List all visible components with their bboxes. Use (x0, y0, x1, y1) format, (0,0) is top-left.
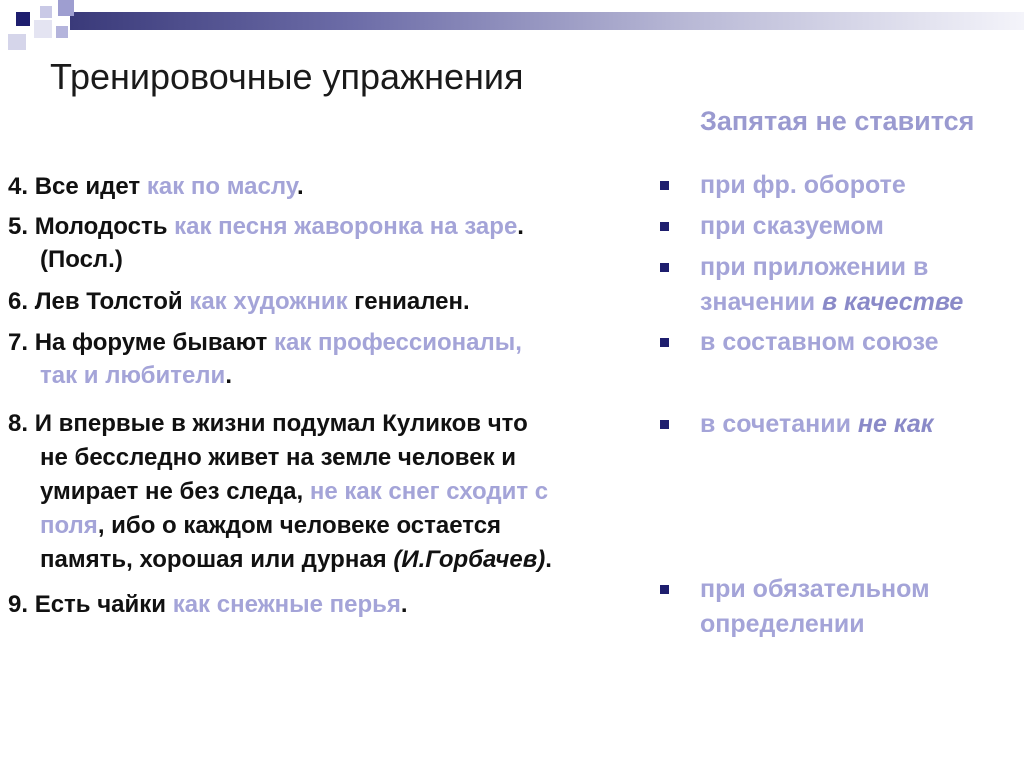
bullet-icon (660, 585, 669, 594)
exercise-item: 7. На форуме бывают как профессионалы, так и любители. (8, 329, 522, 389)
bullet-icon (660, 263, 669, 272)
bullet-icon (660, 222, 669, 231)
rule-item: при фр. обороте (660, 168, 906, 203)
exercise-item: 6. Лев Толстой как художник гениален. (8, 288, 470, 315)
rule-item: при приложении в значении в качестве (660, 250, 963, 320)
exercise-item: 5. Молодость как песня жаворонка на заре. (Посл.) (8, 213, 524, 273)
decor-square (34, 20, 52, 38)
rule-item: в составном союзе (660, 325, 939, 360)
header-gradient-bar (70, 12, 1024, 30)
bullet-icon (660, 181, 669, 190)
decor-square (8, 34, 26, 50)
column-heading: Запятая не ставится (700, 106, 975, 136)
decor-square (40, 6, 52, 18)
decor-square (56, 26, 68, 38)
page-title: Тренировочные упражнения (50, 56, 524, 97)
rule-item: при сказуемом (660, 209, 884, 244)
exercise-item: 9. Есть чайки как снежные перья. (8, 591, 408, 618)
rule-item: при обязательном определении (660, 572, 930, 642)
exercise-item: 4. Все идет как по маслу. (8, 173, 304, 200)
bullet-icon (660, 338, 669, 347)
decor-square (16, 12, 30, 26)
bullet-icon (660, 420, 669, 429)
exercise-item: 8. И впервые в жизни подумал Куликов что не бесследно живет на земле человек и умирает не без следа, не как снег сходит с поля, ибо о каждом человеке остается память, хорошая или дурная (И.Горбачев). (8, 410, 552, 573)
rule-item: в сочетании не как (660, 407, 933, 442)
decor-square (58, 0, 74, 16)
